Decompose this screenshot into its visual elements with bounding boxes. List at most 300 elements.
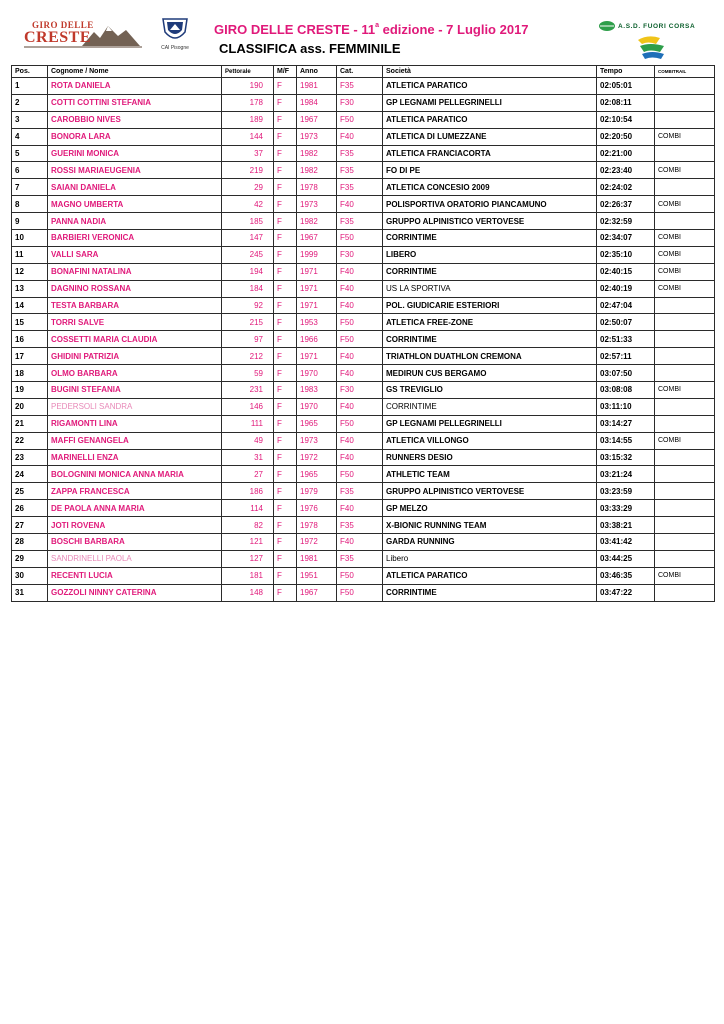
- cell-club: CORRINTIME: [383, 331, 597, 348]
- cell-pos: 22: [12, 432, 48, 449]
- cell-cat: F50: [337, 584, 383, 601]
- cell-combi: [655, 94, 715, 111]
- cell-combi: [655, 297, 715, 314]
- cell-year: 1967: [297, 230, 337, 247]
- table-row: [12, 331, 715, 348]
- table-row: [12, 517, 715, 534]
- cell-time: 02:35:10: [597, 246, 655, 263]
- cell-sex: F: [274, 213, 297, 230]
- cell-bib: 186: [222, 483, 274, 500]
- cell-pos: 20: [12, 398, 48, 415]
- cell-year: 1973: [297, 196, 337, 213]
- cell-bib: 148: [222, 584, 274, 601]
- cell-sex: F: [274, 230, 297, 247]
- cell-bib: 181: [222, 567, 274, 584]
- cell-club: Libero: [383, 550, 597, 567]
- cell-year: 1970: [297, 398, 337, 415]
- cell-pos: 12: [12, 263, 48, 280]
- cell-name: ROSSI MARIAEUGENIA: [48, 162, 222, 179]
- cell-year: 1982: [297, 162, 337, 179]
- table-row: [12, 263, 715, 280]
- cell-pos: 1: [12, 78, 48, 95]
- cell-pos: 29: [12, 550, 48, 567]
- table-row: [12, 534, 715, 551]
- cell-combi: [655, 415, 715, 432]
- cell-time: 02:47:04: [597, 297, 655, 314]
- cell-time: 03:21:24: [597, 466, 655, 483]
- cell-cat: F35: [337, 550, 383, 567]
- cell-name: SANDRINELLI PAOLA: [48, 550, 222, 567]
- cell-cat: F50: [337, 567, 383, 584]
- cell-combi: COMBI: [655, 196, 715, 213]
- cell-pos: 7: [12, 179, 48, 196]
- cell-combi: COMBI: [655, 382, 715, 399]
- cell-time: 02:05:01: [597, 78, 655, 95]
- cell-club: GRUPPO ALPINISTICO VERTOVESE: [383, 483, 597, 500]
- cell-pos: 11: [12, 246, 48, 263]
- table-row: [12, 415, 715, 432]
- cell-time: 02:10:54: [597, 111, 655, 128]
- cell-sex: F: [274, 466, 297, 483]
- cell-time: 02:23:40: [597, 162, 655, 179]
- cell-time: 03:07:50: [597, 365, 655, 382]
- title-text: GIRO DELLE CRESTE - 11: [214, 22, 376, 37]
- cell-sex: F: [274, 567, 297, 584]
- table-row: [12, 128, 715, 145]
- cell-sex: F: [274, 432, 297, 449]
- cell-bib: 185: [222, 213, 274, 230]
- cell-year: 1965: [297, 415, 337, 432]
- table-row: [12, 230, 715, 247]
- cell-sex: F: [274, 94, 297, 111]
- cell-year: 1983: [297, 382, 337, 399]
- cell-year: 1981: [297, 78, 337, 95]
- cell-cat: F40: [337, 432, 383, 449]
- table-row: [12, 500, 715, 517]
- cell-cat: F50: [337, 331, 383, 348]
- cell-sex: F: [274, 196, 297, 213]
- cell-cat: F50: [337, 111, 383, 128]
- page-subtitle: CLASSIFICA ass. FEMMINILE: [219, 41, 401, 56]
- cell-cat: F40: [337, 534, 383, 551]
- cell-club: ATHLETIC TEAM: [383, 466, 597, 483]
- cell-name: BARBIERI VERONICA: [48, 230, 222, 247]
- cell-bib: 194: [222, 263, 274, 280]
- cell-year: 1973: [297, 128, 337, 145]
- cell-club: FO DI PE: [383, 162, 597, 179]
- cai-emblem-icon: [155, 16, 195, 46]
- cell-bib: 37: [222, 145, 274, 162]
- cell-time: 02:24:02: [597, 179, 655, 196]
- cell-combi: [655, 517, 715, 534]
- cell-pos: 15: [12, 314, 48, 331]
- cell-combi: [655, 314, 715, 331]
- table-row: [12, 584, 715, 601]
- cell-year: 1971: [297, 280, 337, 297]
- cell-pos: 3: [12, 111, 48, 128]
- cell-year: 1971: [297, 348, 337, 365]
- header-year: Anno: [297, 66, 337, 78]
- logo-text-top: GIRO DELLE: [32, 20, 94, 30]
- cell-combi: [655, 145, 715, 162]
- cell-name: JOTI ROVENA: [48, 517, 222, 534]
- cell-year: 1979: [297, 483, 337, 500]
- cell-cat: F35: [337, 179, 383, 196]
- cell-sex: F: [274, 162, 297, 179]
- cell-bib: 97: [222, 331, 274, 348]
- cell-pos: 6: [12, 162, 48, 179]
- table-row: [12, 145, 715, 162]
- cell-year: 1971: [297, 297, 337, 314]
- cell-combi: [655, 483, 715, 500]
- cell-sex: F: [274, 145, 297, 162]
- cell-bib: 127: [222, 550, 274, 567]
- cell-name: ROTA DANIELA: [48, 78, 222, 95]
- cell-club: ATLETICA DI LUMEZZANE: [383, 128, 597, 145]
- cell-club: POL. GIUDICARIE ESTERIORI: [383, 297, 597, 314]
- cell-year: 1976: [297, 500, 337, 517]
- cell-time: 03:41:42: [597, 534, 655, 551]
- cell-pos: 16: [12, 331, 48, 348]
- cell-name: COTTI COTTINI STEFANIA: [48, 94, 222, 111]
- cell-sex: F: [274, 111, 297, 128]
- cell-pos: 13: [12, 280, 48, 297]
- cell-cat: F35: [337, 162, 383, 179]
- cell-name: RECENTI LUCIA: [48, 567, 222, 584]
- cell-bib: 212: [222, 348, 274, 365]
- cell-combi: COMBI: [655, 230, 715, 247]
- cell-year: 1973: [297, 432, 337, 449]
- cell-name: BONAFINI NATALINA: [48, 263, 222, 280]
- cell-pos: 2: [12, 94, 48, 111]
- cell-pos: 31: [12, 584, 48, 601]
- table-row: [12, 111, 715, 128]
- cell-pos: 27: [12, 517, 48, 534]
- cell-cat: F40: [337, 196, 383, 213]
- cell-name: TORRI SALVE: [48, 314, 222, 331]
- cell-sex: F: [274, 348, 297, 365]
- cell-bib: 42: [222, 196, 274, 213]
- cell-combi: [655, 179, 715, 196]
- table-row: [12, 162, 715, 179]
- table-row: [12, 398, 715, 415]
- cell-year: 1972: [297, 449, 337, 466]
- cell-bib: 219: [222, 162, 274, 179]
- cell-club: GP MELZO: [383, 500, 597, 517]
- cell-cat: F40: [337, 398, 383, 415]
- cell-sex: F: [274, 78, 297, 95]
- cell-time: 03:14:27: [597, 415, 655, 432]
- table-row: [12, 246, 715, 263]
- cell-sex: F: [274, 483, 297, 500]
- cell-name: OLMO BARBARA: [48, 365, 222, 382]
- cai-logo: [155, 16, 195, 54]
- cell-club: ATLETICA PARATICO: [383, 567, 597, 584]
- cell-bib: 189: [222, 111, 274, 128]
- cell-time: 02:40:15: [597, 263, 655, 280]
- cell-name: BUGINI STEFANIA: [48, 382, 222, 399]
- cell-club: MEDIRUN CUS BERGAMO: [383, 365, 597, 382]
- cell-club: CORRINTIME: [383, 263, 597, 280]
- cell-year: 1967: [297, 584, 337, 601]
- header-combitrail: COMBITRAIL: [655, 66, 715, 78]
- cell-sex: F: [274, 517, 297, 534]
- cell-time: 02:50:07: [597, 314, 655, 331]
- cell-sex: F: [274, 550, 297, 567]
- title-superscript: a: [375, 22, 379, 29]
- cell-club: ATLETICA FREE-ZONE: [383, 314, 597, 331]
- cell-name: RIGAMONTI LINA: [48, 415, 222, 432]
- table-row: [12, 297, 715, 314]
- cell-cat: F40: [337, 500, 383, 517]
- table-row: [12, 550, 715, 567]
- cell-name: GOZZOLI NINNY CATERINA: [48, 584, 222, 601]
- table-row: [12, 382, 715, 399]
- cell-club: RUNNERS DESIO: [383, 449, 597, 466]
- cell-combi: COMBI: [655, 162, 715, 179]
- cell-name: PANNA NADIA: [48, 213, 222, 230]
- table-row: [12, 78, 715, 95]
- table-row: [12, 365, 715, 382]
- cell-year: 1970: [297, 365, 337, 382]
- cell-pos: 23: [12, 449, 48, 466]
- cell-year: 1978: [297, 517, 337, 534]
- cell-sex: F: [274, 128, 297, 145]
- cell-time: 03:15:32: [597, 449, 655, 466]
- cell-pos: 8: [12, 196, 48, 213]
- cell-cat: F35: [337, 145, 383, 162]
- cell-time: 02:26:37: [597, 196, 655, 213]
- cell-sex: F: [274, 500, 297, 517]
- cell-cat: F50: [337, 415, 383, 432]
- cell-sex: F: [274, 246, 297, 263]
- cell-bib: 178: [222, 94, 274, 111]
- cell-pos: 14: [12, 297, 48, 314]
- cell-bib: 29: [222, 179, 274, 196]
- cell-bib: 231: [222, 382, 274, 399]
- cell-bib: 146: [222, 398, 274, 415]
- cell-time: 03:33:29: [597, 500, 655, 517]
- cell-year: 1981: [297, 550, 337, 567]
- cell-sex: F: [274, 179, 297, 196]
- cell-combi: [655, 398, 715, 415]
- cell-combi: [655, 500, 715, 517]
- cell-name: MAFFI GENANGELA: [48, 432, 222, 449]
- cell-cat: F35: [337, 78, 383, 95]
- cell-combi: COMBI: [655, 432, 715, 449]
- cell-combi: [655, 584, 715, 601]
- cell-combi: [655, 348, 715, 365]
- cell-club: X-BIONIC RUNNING TEAM: [383, 517, 597, 534]
- cell-bib: 82: [222, 517, 274, 534]
- table-row: [12, 483, 715, 500]
- cell-sex: F: [274, 415, 297, 432]
- cell-combi: COMBI: [655, 567, 715, 584]
- cell-cat: F40: [337, 449, 383, 466]
- cell-time: 02:34:07: [597, 230, 655, 247]
- cell-combi: COMBI: [655, 128, 715, 145]
- cell-combi: [655, 449, 715, 466]
- header-cat: Cat.: [337, 66, 383, 78]
- cell-time: 03:38:21: [597, 517, 655, 534]
- header-sex: M/F: [274, 66, 297, 78]
- table-header-row: [12, 66, 715, 78]
- cell-time: 03:44:25: [597, 550, 655, 567]
- cell-club: GARDA RUNNING: [383, 534, 597, 551]
- cell-sex: F: [274, 365, 297, 382]
- cell-combi: COMBI: [655, 263, 715, 280]
- cell-club: ATLETICA CONCESIO 2009: [383, 179, 597, 196]
- table-row: [12, 196, 715, 213]
- cell-pos: 21: [12, 415, 48, 432]
- cai-caption: CAI Pisogne: [161, 45, 189, 51]
- table-row: [12, 314, 715, 331]
- cell-club: GP LEGNAMI PELLEGRINELLI: [383, 415, 597, 432]
- cell-pos: 30: [12, 567, 48, 584]
- cell-cat: F35: [337, 213, 383, 230]
- cell-combi: COMBI: [655, 280, 715, 297]
- cell-time: 02:08:11: [597, 94, 655, 111]
- cell-club: GS TREVIGLIO: [383, 382, 597, 399]
- cell-year: 1971: [297, 263, 337, 280]
- fuori-corsa-text: A.S.D. FUORI CORSA: [618, 23, 696, 30]
- cell-name: ZAPPA FRANCESCA: [48, 483, 222, 500]
- cell-club: TRIATHLON DUATHLON CREMONA: [383, 348, 597, 365]
- table-row: [12, 179, 715, 196]
- cell-pos: 25: [12, 483, 48, 500]
- cell-pos: 4: [12, 128, 48, 145]
- cell-time: 03:11:10: [597, 398, 655, 415]
- table-row: [12, 466, 715, 483]
- cell-bib: 92: [222, 297, 274, 314]
- cell-sex: F: [274, 449, 297, 466]
- cell-time: 03:47:22: [597, 584, 655, 601]
- cell-pos: 26: [12, 500, 48, 517]
- table-row: [12, 449, 715, 466]
- cell-cat: F50: [337, 466, 383, 483]
- cell-club: ATLETICA FRANCIACORTA: [383, 145, 597, 162]
- cell-time: 03:14:55: [597, 432, 655, 449]
- cell-bib: 215: [222, 314, 274, 331]
- cell-bib: 121: [222, 534, 274, 551]
- cell-sex: F: [274, 534, 297, 551]
- cell-combi: [655, 365, 715, 382]
- cell-pos: 24: [12, 466, 48, 483]
- cell-sex: F: [274, 314, 297, 331]
- cell-bib: 147: [222, 230, 274, 247]
- cell-cat: F30: [337, 246, 383, 263]
- cell-pos: 9: [12, 213, 48, 230]
- cell-year: 1972: [297, 534, 337, 551]
- cell-name: BONORA LARA: [48, 128, 222, 145]
- cell-year: 1984: [297, 94, 337, 111]
- cell-name: GUERINI MONICA: [48, 145, 222, 162]
- cell-bib: 31: [222, 449, 274, 466]
- cell-club: CORRINTIME: [383, 398, 597, 415]
- cell-combi: [655, 331, 715, 348]
- cell-cat: F50: [337, 314, 383, 331]
- cell-bib: 190: [222, 78, 274, 95]
- cell-sex: F: [274, 382, 297, 399]
- cell-time: 03:08:08: [597, 382, 655, 399]
- cell-cat: F40: [337, 365, 383, 382]
- cell-bib: 111: [222, 415, 274, 432]
- cell-year: 1967: [297, 111, 337, 128]
- page-header: [0, 0, 724, 66]
- cell-club: ATLETICA PARATICO: [383, 111, 597, 128]
- cell-year: 1951: [297, 567, 337, 584]
- cell-combi: COMBI: [655, 246, 715, 263]
- cell-combi: [655, 466, 715, 483]
- header-bib: Pettorale: [222, 66, 274, 78]
- cell-time: 02:40:19: [597, 280, 655, 297]
- cell-club: CORRINTIME: [383, 230, 597, 247]
- cell-pos: 19: [12, 382, 48, 399]
- cell-time: 02:21:00: [597, 145, 655, 162]
- table-row: [12, 213, 715, 230]
- cell-cat: F35: [337, 517, 383, 534]
- cell-name: GHIDINI PATRIZIA: [48, 348, 222, 365]
- cell-bib: 245: [222, 246, 274, 263]
- cell-pos: 10: [12, 230, 48, 247]
- cell-sex: F: [274, 297, 297, 314]
- cell-time: 02:51:33: [597, 331, 655, 348]
- cell-club: GRUPPO ALPINISTICO VERTOVESE: [383, 213, 597, 230]
- cell-name: MARINELLI ENZA: [48, 449, 222, 466]
- cell-time: 03:23:59: [597, 483, 655, 500]
- header-time: Tempo: [597, 66, 655, 78]
- results-table: [11, 65, 715, 602]
- cell-bib: 144: [222, 128, 274, 145]
- table-row: [12, 567, 715, 584]
- cell-cat: F40: [337, 280, 383, 297]
- cell-cat: F35: [337, 483, 383, 500]
- cell-pos: 28: [12, 534, 48, 551]
- cell-combi: [655, 78, 715, 95]
- cell-year: 1982: [297, 213, 337, 230]
- cell-club: LIBERO: [383, 246, 597, 263]
- cell-club: US LA SPORTIVA: [383, 280, 597, 297]
- cell-sex: F: [274, 398, 297, 415]
- cell-sex: F: [274, 331, 297, 348]
- cell-name: DE PAOLA ANNA MARIA: [48, 500, 222, 517]
- cell-club: POLISPORTIVA ORATORIO PIANCAMUNO: [383, 196, 597, 213]
- cell-club: CORRINTIME: [383, 584, 597, 601]
- cell-year: 1965: [297, 466, 337, 483]
- cell-cat: F40: [337, 348, 383, 365]
- cell-year: 1966: [297, 331, 337, 348]
- cell-name: VALLI SARA: [48, 246, 222, 263]
- header-pos: Pos.: [12, 66, 48, 78]
- cell-club: ATLETICA VILLONGO: [383, 432, 597, 449]
- cell-cat: F30: [337, 382, 383, 399]
- cell-club: GP LEGNAMI PELLEGRINELLI: [383, 94, 597, 111]
- header-name: Cognome / Nome: [48, 66, 222, 78]
- cell-combi: [655, 213, 715, 230]
- table-row: [12, 348, 715, 365]
- cell-name: BOSCHI BARBARA: [48, 534, 222, 551]
- cell-combi: [655, 111, 715, 128]
- cell-cat: F40: [337, 128, 383, 145]
- runner-logo-icon: [634, 34, 668, 60]
- cell-bib: 184: [222, 280, 274, 297]
- cell-sex: F: [274, 263, 297, 280]
- cell-name: CAROBBIO NIVES: [48, 111, 222, 128]
- title-text-rest: edizione - 7 Luglio 2017: [379, 22, 529, 37]
- cell-name: MAGNO UMBERTA: [48, 196, 222, 213]
- cell-name: PEDERSOLI SANDRA: [48, 398, 222, 415]
- leaf-icon: [598, 20, 616, 32]
